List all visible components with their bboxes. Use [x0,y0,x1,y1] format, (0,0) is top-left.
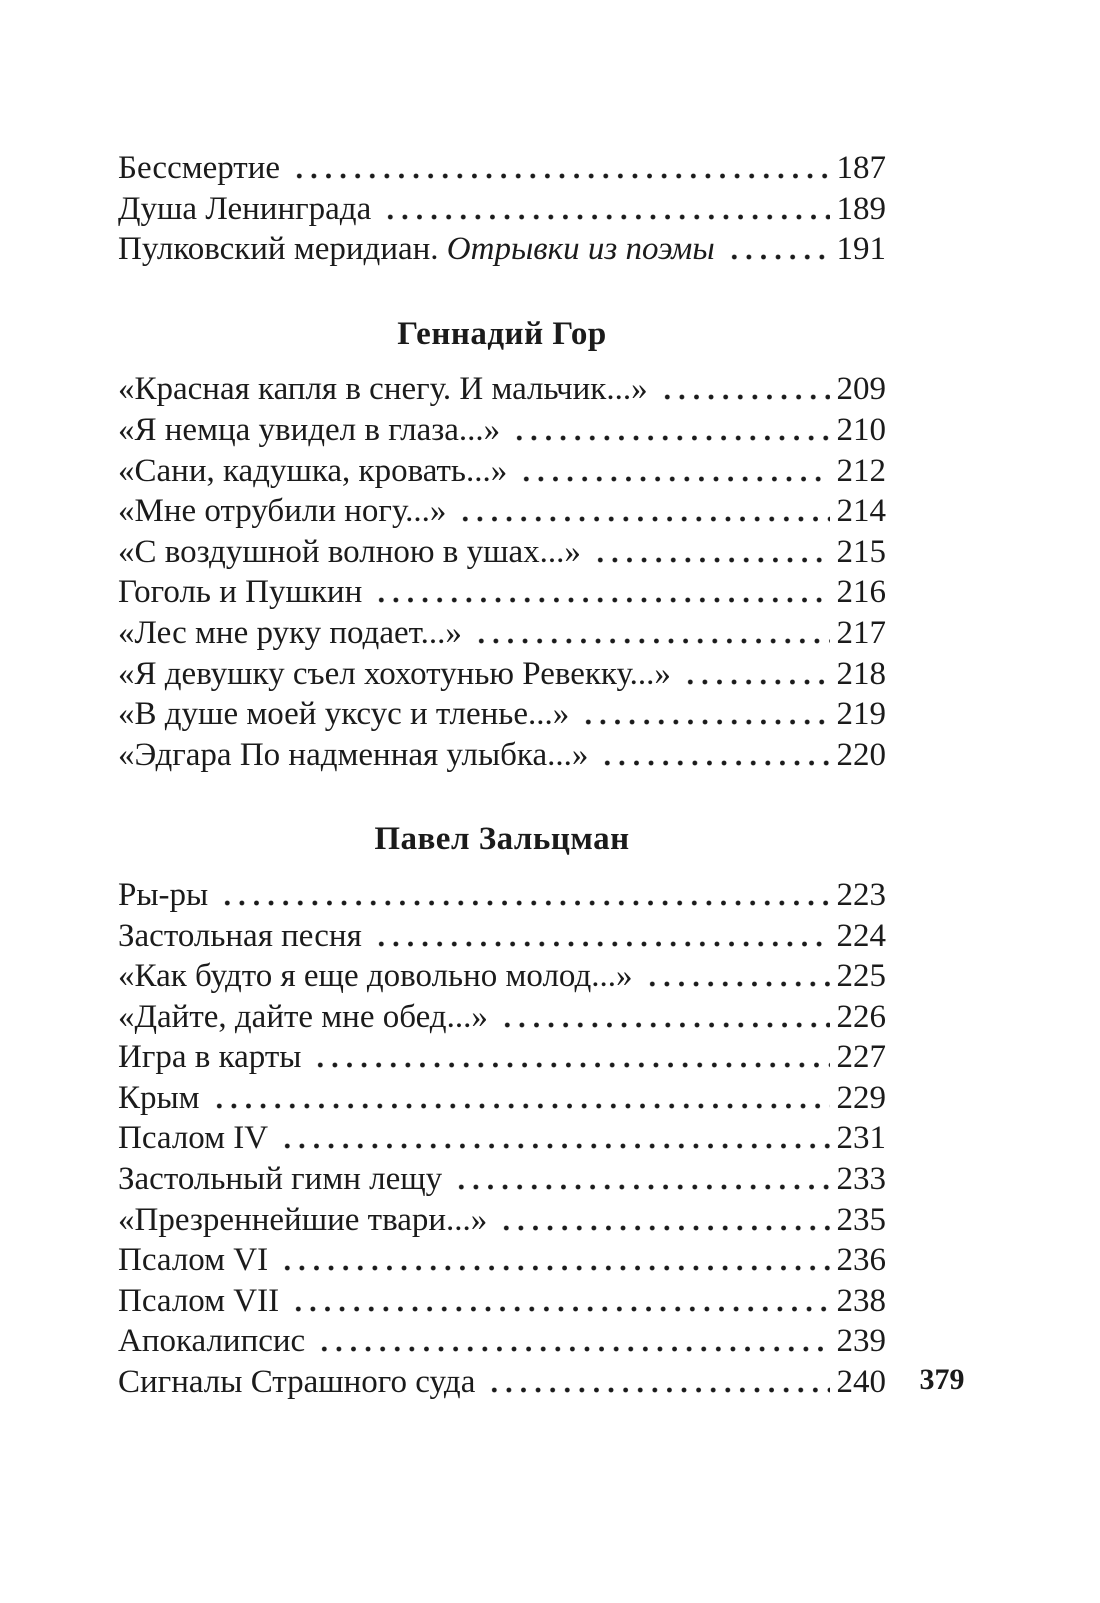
toc-entry [118,654,886,695]
entry-title-text: «Как будто я еще довольно молод...» [118,958,633,995]
toc-entry [118,1362,886,1403]
entry-title-italic: Отрывки из поэмы [446,231,715,268]
entry-title-text: «Эдгара По надменная улыбка...» [118,736,589,773]
entry-title-text: Псалом VII [118,1282,280,1319]
toc-entry [118,229,886,270]
entry-title [118,1118,268,1159]
toc-entry [118,1281,886,1322]
entry-page-number: 236 [836,1242,886,1279]
entry-page-number: 210 [836,411,886,448]
entry-page-number: 231 [836,1120,886,1157]
entry-title-text: «Дайте, дайте мне обед...» [118,998,488,1035]
entry-title [118,997,488,1038]
entry-title-text: Апокалипсис [118,1323,306,1360]
dot-leader [497,1200,829,1241]
entry-title [118,1037,301,1078]
entry-page-number: 239 [836,1323,886,1360]
entry-page-number: 219 [836,696,886,733]
entry-page-number: 218 [836,655,886,692]
section-author-heading: Павел Зальцман [374,821,630,858]
dot-leader [452,1159,829,1200]
toc-entry [118,875,886,916]
dot-leader [218,875,829,916]
entry-page-number: 227 [836,1039,886,1076]
dot-leader [472,613,830,654]
toc-entry [118,956,886,997]
entry-title-text: «Презреннейшие твари...» [118,1201,488,1238]
dot-leader [381,189,829,230]
entry-title [118,1159,442,1200]
entry-page-number: 214 [836,493,886,530]
dot-leader [725,229,830,270]
entry-title [118,491,446,532]
entry-title-text: Псалом VI [118,1242,269,1279]
entry-title [118,229,715,270]
entry-title-text: «В душе моей уксус и тленье...» [118,696,570,733]
dot-leader [485,1362,829,1403]
entry-title [118,451,507,492]
dot-leader [278,1240,829,1281]
entry-title [118,613,462,654]
entry-page-number: 238 [836,1282,886,1319]
section-entries [118,875,886,1403]
entry-title [118,916,362,957]
toc-entry [118,916,886,957]
toc-entry [118,451,886,492]
entry-page-number: 235 [836,1201,886,1238]
dot-leader [681,654,830,695]
toc-entry [118,1321,886,1362]
dot-leader [456,491,829,532]
entry-title-text: Застольная песня [118,917,362,954]
entry-page-number: 191 [836,231,886,268]
dot-leader [498,997,830,1038]
entry-title [118,1078,200,1119]
dot-leader [315,1321,829,1362]
entry-page-number: 217 [836,614,886,651]
entry-page-number: 212 [836,452,886,489]
dot-leader [579,694,829,735]
entry-title [118,1362,475,1403]
toc-entry [118,1240,886,1281]
entry-title-text: «Сани, кадушка, кровать...» [118,452,508,489]
toc-entry [118,1200,886,1241]
entry-title-text: Пулковский меридиан. [118,231,447,268]
entry-title [118,1281,279,1322]
toc-entry [118,1159,886,1200]
entry-title-text: Псалом IV [118,1120,269,1157]
dot-leader [510,410,829,451]
toc-entry [118,1118,886,1159]
dot-leader [643,956,830,997]
entry-page-number: 220 [836,736,886,773]
entry-title-text: «С воздушной волною в ушах...» [118,533,581,570]
entry-title [118,1240,268,1281]
entry-title-text: Душа Ленинграда [118,190,372,227]
entry-title [118,956,633,997]
toc-entry [118,572,886,613]
toc-entry [118,997,886,1038]
entry-title-text: «Красная капля в снегу. И мальчик...» [118,371,648,408]
dot-leader [289,1281,829,1322]
dot-leader [598,735,829,776]
dot-leader [658,369,830,410]
dot-leader [290,148,829,189]
entry-page-number: 223 [836,876,886,913]
entry-title [118,572,362,613]
entry-title [118,369,648,410]
toc-entry [118,148,886,189]
entry-page-number: 240 [836,1364,886,1401]
toc-entry [118,491,886,532]
dot-leader [372,916,830,957]
toc-entry [118,694,886,735]
section-entries [118,369,886,775]
entry-title [118,654,671,695]
toc-section [118,314,886,776]
entry-page-number: 215 [836,533,886,570]
table-of-contents [118,148,886,1403]
entry-title [118,1200,487,1241]
entry-title [118,189,371,230]
section-author-heading: Геннадий Гор [397,315,607,352]
entry-title-text: «Я девушку съел хохотунью Ревекку...» [118,655,671,692]
entry-page-number: 224 [836,917,886,954]
section-entries [118,148,886,270]
dot-leader [210,1078,830,1119]
dot-leader [591,532,830,573]
entry-title-text: Игра в карты [118,1039,302,1076]
entry-page-number: 209 [836,371,886,408]
entry-title [118,1321,305,1362]
dot-leader [372,572,829,613]
entry-page-number: 189 [836,190,886,227]
entry-page-number: 225 [836,958,886,995]
toc-entry [118,410,886,451]
entry-title-text: «Я немца увидел в глаза...» [118,411,501,448]
entry-page-number: 187 [836,150,886,186]
toc-entry [118,189,886,230]
entry-title-text: Застольный гимн лещу [118,1161,443,1198]
entry-title [118,875,208,916]
entry-title [118,532,581,573]
entry-title [118,148,280,189]
entry-title [118,410,500,451]
toc-section [118,148,886,270]
toc-entry [118,735,886,776]
toc-entry [118,613,886,654]
entry-page-number: 229 [836,1079,886,1116]
entry-title-text: Сигналы Страшного суда [118,1364,476,1401]
dot-leader [311,1037,829,1078]
toc-entry [118,1037,886,1078]
entry-page-number: 216 [836,574,886,611]
entry-title-text: Ры-ры [118,876,209,913]
entry-title-text: Крым [118,1079,200,1116]
entry-title-text: «Мне отрубили ногу...» [118,493,447,530]
entry-title-text: «Лес мне руку подает...» [118,614,462,651]
entry-title-text: Бессмертие [118,150,281,186]
toc-entry [118,532,886,573]
toc-entry [118,1078,886,1119]
dot-leader [278,1118,829,1159]
toc-entry [118,369,886,410]
toc-section [118,819,886,1402]
page-number-folio: 379 [919,1363,965,1396]
entry-page-number: 233 [836,1161,886,1198]
entry-title [118,735,588,776]
dot-leader [517,451,829,492]
entry-page-number: 226 [836,998,886,1035]
entry-title [118,694,569,735]
entry-title-text: Гоголь и Пушкин [118,574,363,611]
